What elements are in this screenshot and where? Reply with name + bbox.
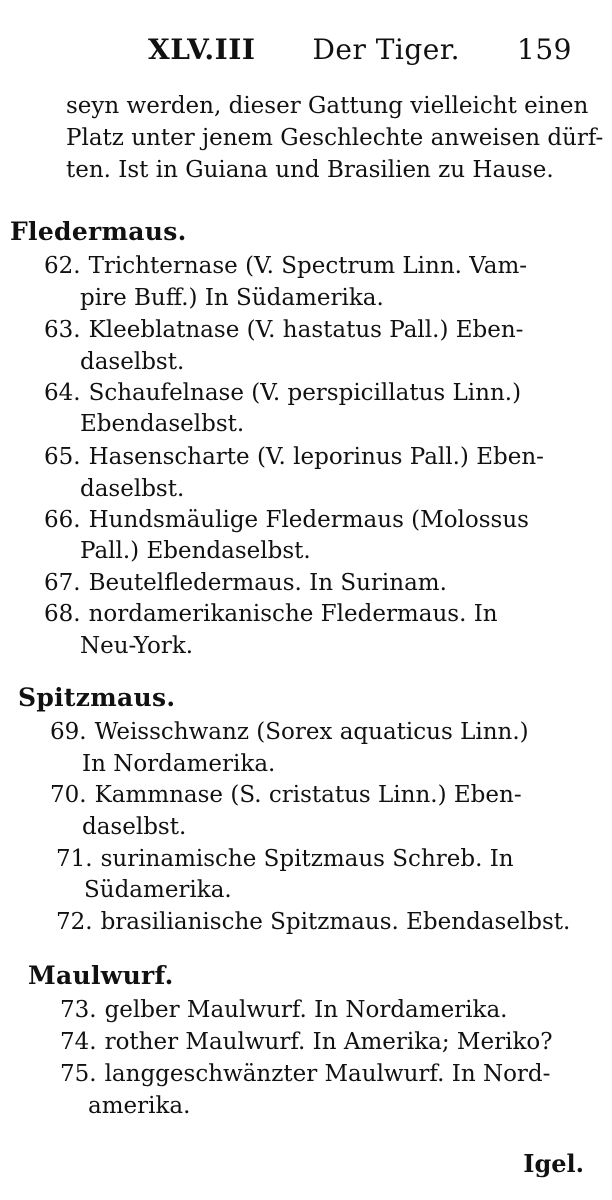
entry-text: Trichternase (V. Spectrum Linn. Vam-	[88, 253, 528, 279]
entry-text: Hasenscharte (V. leporinus Pall.) Eben-	[88, 444, 544, 470]
entry-text: surinamische Spitzmaus Schreb. In	[100, 846, 514, 872]
entry-number: 67.	[44, 570, 81, 596]
entry-number: 71.	[56, 846, 93, 872]
entry-66	[44, 504, 612, 536]
entry-text: nordamerikanische Fledermaus. In	[88, 601, 498, 627]
intro-line-2: Platz unter jenem Geschlechte anweisen dürf-	[66, 125, 604, 151]
entry-number: 69.	[50, 719, 87, 745]
entry-68-cont: Neu-York.	[80, 633, 194, 659]
entry-number: 62.	[44, 253, 81, 279]
entry-73	[60, 994, 612, 1026]
page-number: 159	[517, 33, 572, 66]
chapter-number: XLV.III	[148, 33, 256, 66]
running-header	[148, 30, 572, 70]
entry-text: brasilianische Spitzmaus. Ebendaselbst.	[100, 909, 571, 935]
entry-number: 65.	[44, 444, 81, 470]
entry-70-cont: daselbst.	[82, 814, 187, 840]
entry-number: 68.	[44, 601, 81, 627]
entry-number: 70.	[50, 782, 87, 808]
entry-69-cont: In Nordamerika.	[82, 751, 276, 777]
entry-number: 66.	[44, 507, 81, 533]
entry-number: 64.	[44, 380, 81, 406]
section-heading-maulwurf: Maulwurf.	[28, 961, 174, 990]
entry-66-cont: Pall.) Ebendaselbst.	[80, 538, 311, 564]
entry-70	[50, 779, 612, 811]
entry-text: langgeschwänzter Maulwurf. In Nord-	[104, 1061, 551, 1087]
entry-69	[50, 716, 612, 748]
entry-62	[44, 250, 612, 282]
entry-number: 73.	[60, 997, 97, 1023]
entry-text: Kleeblatnase (V. hastatus Pall.) Eben-	[88, 317, 524, 343]
entry-64-cont: Ebendaselbst.	[80, 411, 245, 437]
intro-line-1: seyn werden, dieser Gattung vielleicht einen	[66, 93, 589, 119]
entry-63-cont: daselbst.	[80, 349, 185, 375]
intro-line-3: ten. Ist in Guiana und Brasilien zu Hause.	[66, 157, 554, 183]
entry-63	[44, 314, 612, 346]
entry-number: 63.	[44, 317, 81, 343]
entry-number: 75.	[60, 1061, 97, 1087]
entry-67	[44, 567, 612, 599]
entry-text: Beutelfledermaus. In Surinam.	[88, 570, 447, 596]
entry-number: 74.	[60, 1029, 97, 1055]
section-heading-spitzmaus: Spitzmaus.	[18, 683, 176, 712]
entry-68	[44, 598, 612, 630]
entry-72	[56, 906, 612, 938]
section-heading-fledermaus: Fledermaus.	[10, 217, 187, 246]
entry-71	[56, 843, 612, 875]
catchword: Igel.	[523, 1149, 584, 1178]
entry-71-cont: Südamerika.	[84, 877, 232, 903]
entry-75-cont: amerika.	[88, 1093, 191, 1119]
entry-75	[60, 1058, 612, 1090]
entry-text: Hundsmäulige Fledermaus (Molossus	[88, 507, 529, 533]
entry-text: Schaufelnase (V. perspicillatus Linn.)	[88, 380, 522, 406]
page-title: Der Tiger.	[312, 33, 461, 66]
entry-text: rother Maulwurf. In Amerika; Meriko?	[104, 1029, 553, 1055]
entry-65	[44, 441, 612, 473]
entry-text: gelber Maulwurf. In Nordamerika.	[104, 997, 508, 1023]
entry-64	[44, 377, 612, 409]
entry-74	[60, 1026, 612, 1058]
entry-text: Weisschwanz (Sorex aquaticus Linn.)	[94, 719, 529, 745]
entry-text: Kammnase (S. cristatus Linn.) Eben-	[94, 782, 522, 808]
entry-62-cont: pire Buff.) In Südamerika.	[80, 285, 384, 311]
entry-number: 72.	[56, 909, 93, 935]
entry-65-cont: daselbst.	[80, 476, 185, 502]
